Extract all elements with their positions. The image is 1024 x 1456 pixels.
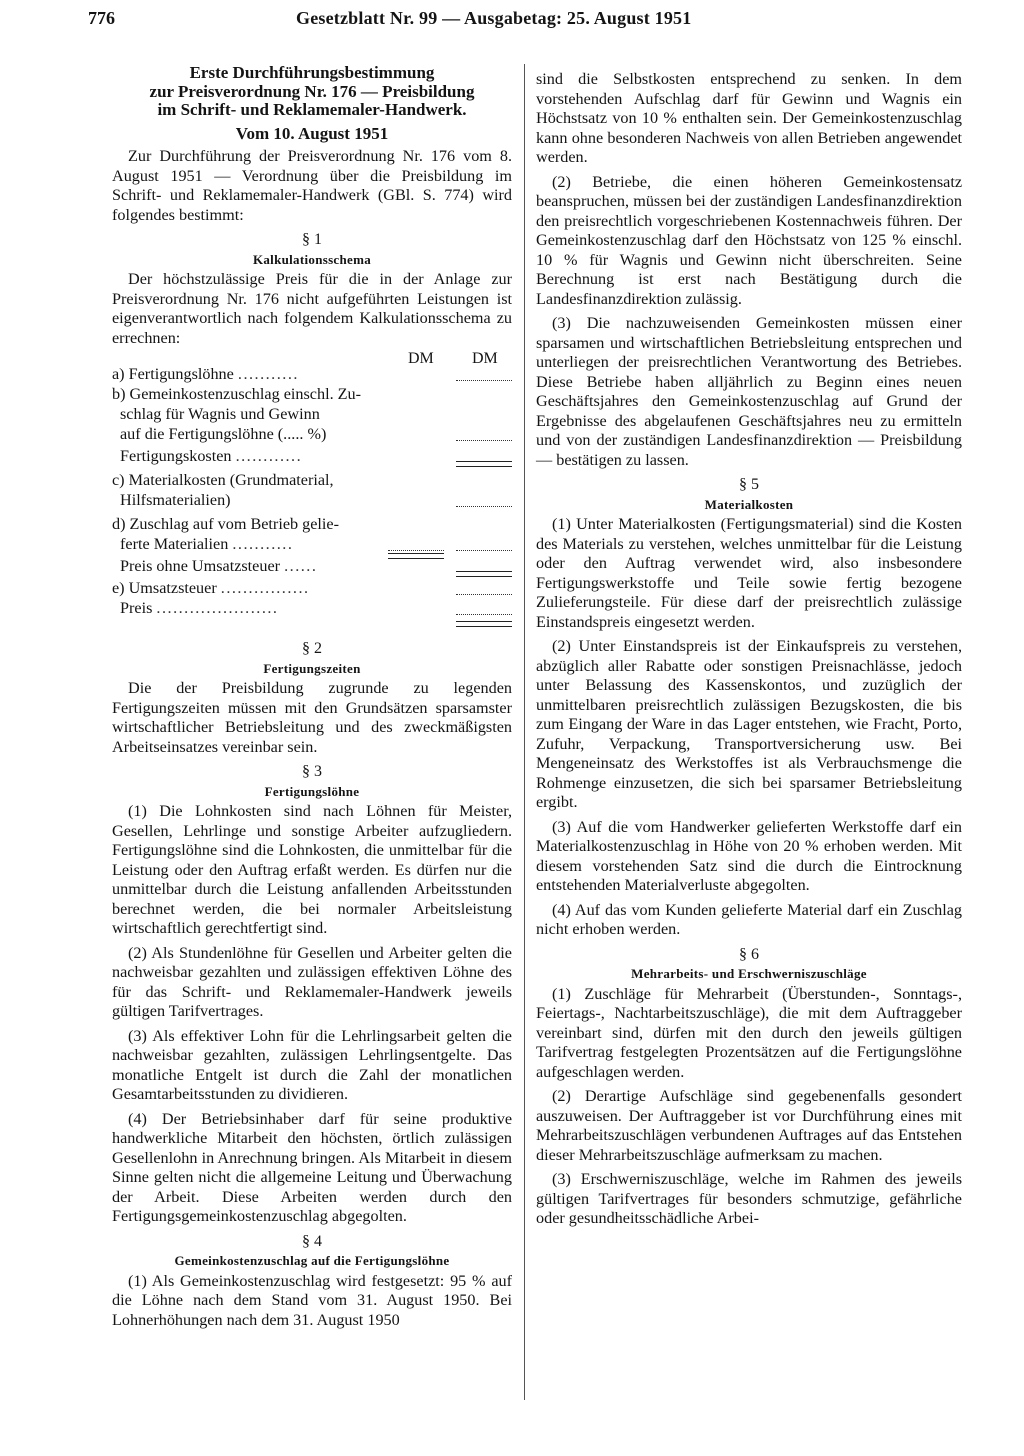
schema-label: b) Gemeinkostenzuschlag einschl. Zu- — [112, 385, 362, 403]
sum-double-line — [388, 553, 444, 559]
section-3-paragraph-3: (3) Als effektiver Lohn für die Lehrlingsarbeit gelten die nachweisbar gezahlten, zulässigen Lehrlingsentgelte. Das monatliche Entgelt ist durch die Zahl der monatlichen Gesamtarbeitsstunden zu dividieren. — [112, 1026, 512, 1103]
section-3-paragraph-4: (4) Der Betriebsinhaber darf für seine produktive handwerkliche Mitarbeit den höchsten, örtlich zulässigen Gesellenlohn in Anrechnung bringen. Als Mitarbeit in diesem Sinne gelten nicht die allgemeine Leitung und Überwachung der Arbeit. Diese Arbeiten werden durch den Fertigungsgemeinkostenzuschlag abgegolten. — [112, 1109, 512, 1225]
section-1-title: Kalkulationsschema — [252, 251, 372, 267]
section-6-paragraph-1: (1) Zuschläge für Mehrarbeit (Überstunden-, Sonntags-, Feiertags-, Nachtarbeitszuschläge), die mit dem Auftraggeber vereinbart sind, dürfen mit den durch den jeweils gültigen Tarifvertrag festgelegten Prozentsätzen auf die Fertigungslöhne aufgeschlagen werden. — [536, 984, 962, 1081]
section-3-mark: § 3 — [302, 763, 322, 780]
section-6-title: Mehrarbeits- und Erschwerniszuschläge — [631, 966, 867, 981]
section-1-mark: § 1 — [302, 231, 322, 248]
page-header — [0, 8, 1024, 42]
intro-paragraph: Zur Durchführung der Preisverordnung Nr. 176 vom 8. August 1951 — Verordnung über die Preisbildung im Schrift- und Reklamemaler-Handwerk (GBl. S. 774) wird folgendes bestimmt: — [112, 147, 512, 224]
calculation-schema: DM DM a) Fertigungslöhne ........... b) Gemeinkostenzuschlag einschl. Zu- schlag für Wagnis und Gewinn auf die Fertigungslöhne (..... %) Fertigungskosten ............ c) Materialkosten (Grundmaterial, Hilfsmaterialien) d) Zuschlag auf vom Betrieb gelie- ferte Materialien ........... Preis ohne Umsatzsteuer ...... e) Umsatzsteuer ................ Preis ...................... — [112, 353, 512, 637]
schema-label: Preis — [120, 599, 153, 617]
currency-header: DM — [472, 350, 498, 367]
schema-label: schlag für Wagnis und Gewinn — [120, 405, 320, 423]
section-4-paragraph-1: (1) Als Gemeinkostenzuschlag wird festgesetzt: 95 % auf die Löhne nach dem Stand vom 31. August 1950. Bei Lohnerhöhungen nach dem 31. August 1950 — [112, 1271, 512, 1329]
amount-blank — [456, 549, 512, 551]
section-6-mark: § 6 — [739, 945, 759, 963]
section-4-paragraph-2: (2) Betriebe, die einen höheren Gemeinkostensatz beanspruchen, müssen bei der zuständigen Landesfinanzdirektion den preisrechtlich vorgeschriebenen Kostennachweis führen. Der Gemeinkostenzuschlag darf den Höchstsatz von 125 % einschl. 10 % für Wagnis und Gewinn nicht überschreiten. Seine Berechnung ist erst nach Bestätigung durch die Landesfinanzdirektion zulässig. — [536, 172, 962, 308]
section-3-title: Fertigungslöhne — [264, 783, 360, 799]
schema-label: ferte Materialien — [120, 535, 229, 553]
section-4-title: Gemeinkostenzuschlag auf die Fertigungslöhne — [174, 1253, 450, 1268]
left-column — [112, 64, 512, 1335]
section-5-paragraph-1: (1) Unter Materialkosten (Fertigungsmaterial) sind die Kosten des Materials zu verstehen, welches unmittelbar für die Leistung oder den Auftrag verwendet wird, also insbesondere Fertigungswerkstoffe und Teile sowie fertig bezogene Zulieferungsteile. Für diese darf der preisrechtlich zulässige Einstandspreis eingesetzt werden. — [536, 515, 962, 631]
schema-label: Hilfsmaterialien) — [120, 491, 231, 509]
section-4-paragraph-3: (3) Die nachzuweisenden Gemeinkosten müssen einer sparsamen und wirtschaftlichen Betriebsleitung entsprechen und unterliegen der preisrechtlichen Verantwortung des Betriebes. Diese Betriebe haben alljährlich zu Beginn eines neuen Geschäftsjahres den Gemeinkostenzuschlag auf Grund der Ergebnisse des abgelaufenen Geschäftsjahres neu zu ermitteln und von der zuständigen Landesfinanzdirektion — Preisbildung — bestätigen zu lassen. — [536, 314, 962, 469]
schema-label: d) Zuschlag auf vom Betrieb gelie- — [112, 515, 339, 533]
section-5-paragraph-2: (2) Unter Einstandspreis ist der Einkaufspreis zu verstehen, abzüglich aller Rabatte oder sonstigen Preisnachlässe, jedoch unter Belassung des Kassenskontos, und zuzüglich der unmittelbaren preisrechtlich zulässigen Bezugskosten, die bis zum Eingang der Ware in das Lager entstehen, wie Fracht, Porto, Zufuhr, Verpackung, Transportversicherung usw. Bei Mengeneinsatz des Werkstoffes ist als Verbrauchsmenge die Rohmenge einzusetzen, die sich bei sparsamer Betriebsleitung ergibt. — [536, 637, 962, 811]
title-line: Erste Durchführungsbestimmung — [189, 63, 435, 82]
amount-blank — [456, 379, 512, 381]
section-3-paragraph-2: (2) Als Stundenlöhne für Gesellen und Arbeiter gelten die nachweisbar gezahlten und zulässigen effektiven Löhne des für das Schrift- und Reklamemaler-Handwerk jeweils gültigen Tarifvertrages. — [112, 943, 512, 1020]
section-5-title: Materialkosten — [704, 496, 794, 512]
page-number: 776 — [88, 8, 115, 28]
document-date: Vom 10. August 1951 — [235, 123, 389, 143]
document-title — [112, 64, 512, 120]
schema-label: c) Materialkosten (Grundmaterial, — [112, 471, 334, 489]
schema-label: Preis ohne Umsatzsteuer — [120, 557, 281, 575]
amount-blank — [456, 593, 512, 595]
section-5-mark: § 5 — [739, 476, 759, 493]
amount-blank — [456, 439, 512, 441]
section-1-text: Der höchstzulässige Preis für die in der Anlage zur Preisverordnung Nr. 176 nicht aufgeführten Leistungen ist eigenverantwortlich nach folgendem Kalkulationsschema zu errechnen: — [112, 270, 512, 347]
section-3-paragraph-1: (1) Die Lohnkosten sind nach Löhnen für Meister, Gesellen, Lehrlinge und sonstige Arbeiter aufzugliedern. Fertigungslöhne sind die Lohnkosten, die unmittelbar für die Leistung oder den Auftrag erfaßt werden. Es dürfen nur die unmittelbar durch die Leistung anfallenden Arbeitsstunden berechnet werden, die bei normaler Arbeitsleistung wirtschaftlich gerechtfertigt sind. — [112, 802, 512, 937]
title-line: zur Preisverordnung Nr. 176 — Preisbildung — [149, 81, 475, 101]
sum-double-line — [456, 621, 512, 627]
sum-double-line — [456, 461, 512, 467]
schema-label: Fertigungskosten — [120, 447, 232, 465]
section-2-mark: § 2 — [302, 640, 322, 657]
section-5-paragraph-3: (3) Auf die vom Handwerker gelieferten Werkstoffe darf ein Materialkostenzuschlag in Höhe von 20 % erhoben werden. Mit diesem vorstehenden Satz sind die durch die Eintrocknung entstehenden Materialverluste abgegolten. — [536, 817, 962, 894]
amount-blank — [456, 613, 512, 615]
section-6-paragraph-2: (2) Derartige Aufschläge sind gegebenenfalls gesondert auszuweisen. Der Auftraggeber ist vor Durchführung eines mit Mehrarbeitszuschlägen verbundenen Auftrages auf das Entstehen dieser Mehrarbeitszuschläge aufmerksam zu machen. — [536, 1087, 962, 1164]
amount-blank — [388, 549, 444, 551]
section-5-paragraph-4: (4) Auf das vom Kunden gelieferte Material darf ein Zuschlag nicht erhoben werden. — [536, 900, 962, 938]
schema-label: a) Fertigungslöhne — [112, 365, 234, 383]
section-4-mark: § 4 — [302, 1232, 322, 1250]
section-4-paragraph-1-continued: sind die Selbstkosten entsprechend zu senken. In dem vorstehenden Aufschlag darf für Gewinn und Wagnis ein Höchstsatz von 10 % enthalten sein. Der Gemeinkostenzuschlag kann ohne besonderen Nachweis von allen Betrieben angewendet werden. — [536, 70, 962, 166]
section-2-text: Die der Preisbildung zugrunde zu legenden Fertigungszeiten müssen mit den Grundsätzen sparsamster wirtschaftlicher Betriebsleitung und des zweckmäßigsten Arbeitseinsatzes vereinbar sein. — [112, 679, 512, 756]
amount-blank — [456, 505, 512, 507]
schema-label: auf die Fertigungslöhne (..... %) — [120, 425, 327, 443]
right-column — [536, 70, 962, 1234]
column-divider — [524, 64, 525, 1400]
section-2-title: Fertigungszeiten — [263, 660, 361, 676]
title-line: im Schrift- und Reklamemaler-Handwerk. — [157, 100, 467, 119]
currency-header: DM — [408, 350, 434, 367]
schema-label: e) Umsatzsteuer — [112, 579, 217, 597]
gazette-title: Gesetzblatt Nr. 99 — Ausgabetag: 25. August 1951 — [296, 8, 692, 28]
sum-double-line — [456, 571, 512, 577]
section-6-paragraph-3: (3) Erschwerniszuschläge, welche im Rahmen des jeweils gültigen Tarifvertrages für besonders schmutzige, gefährliche oder gesundheitsschädliche Arbei- — [536, 1170, 962, 1227]
